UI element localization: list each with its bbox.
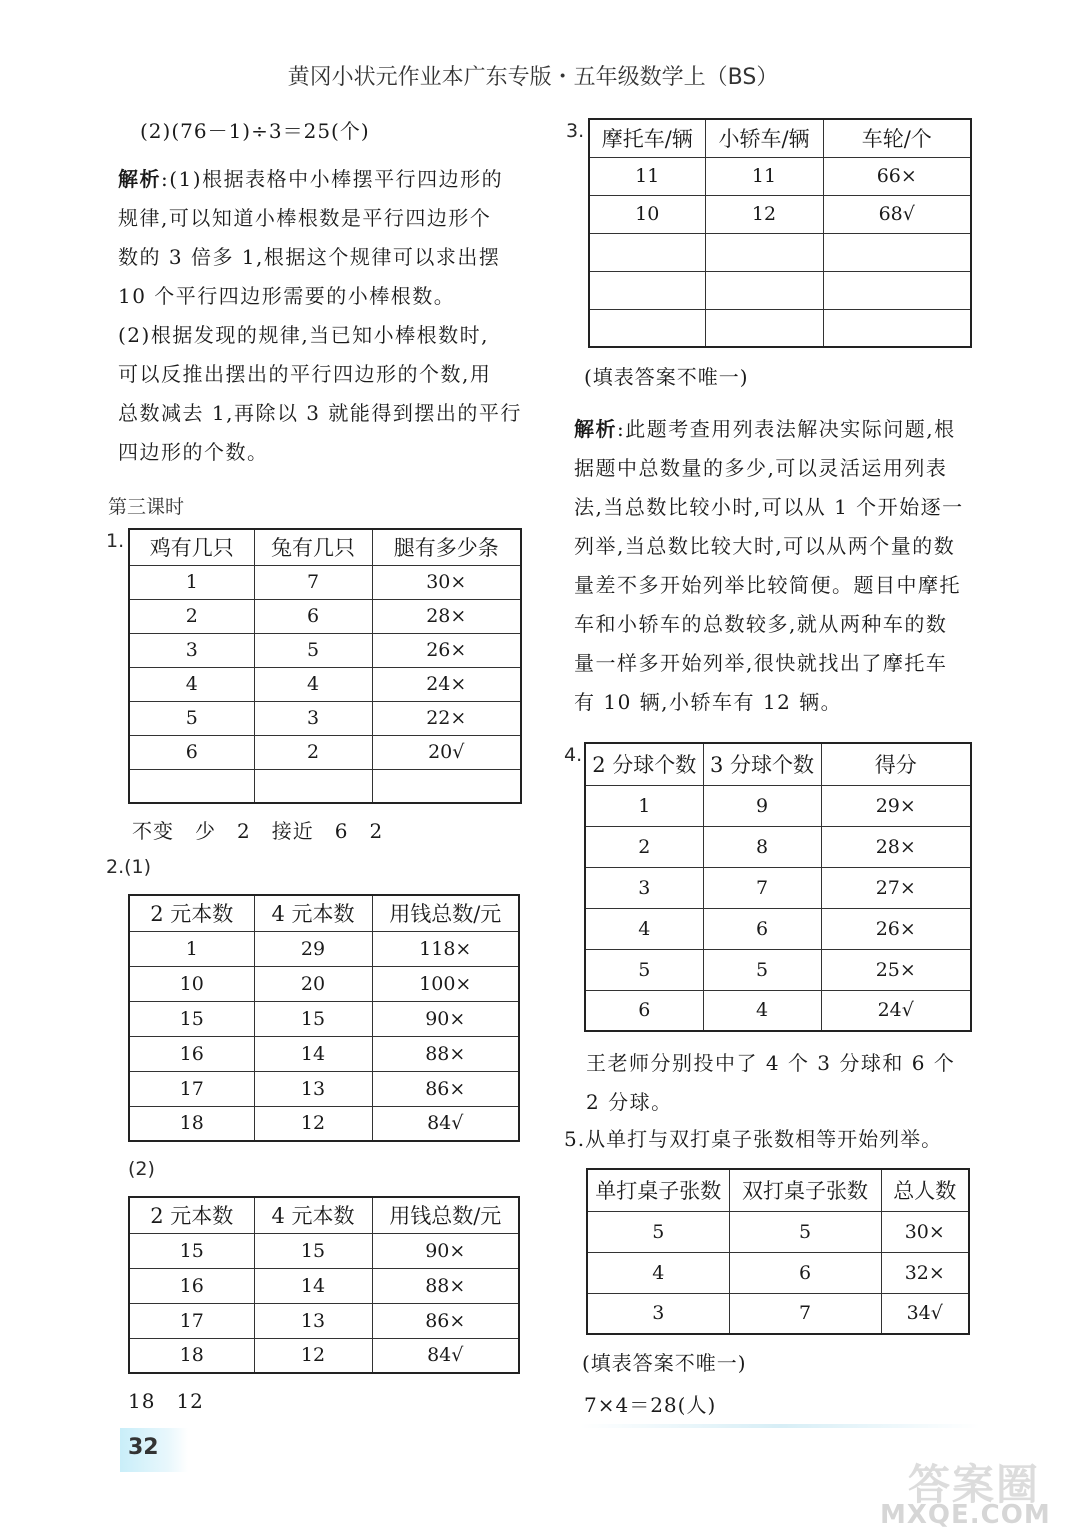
q1-number: 1. [106,530,125,552]
table-cell: 10 [589,195,705,233]
table-cell: 3 [585,867,703,908]
table-cell: 7 [729,1293,881,1334]
table-cell: 84√ [372,1338,519,1373]
header-cell: 腿有多少条 [372,529,521,565]
analysis-line: 10 个平行四边形需要的小棒根数。 [118,284,456,308]
q2-number: 2.(1) [106,856,152,878]
q4-answer-line: 2 分球。 [586,1090,673,1114]
table-cell: 30× [372,565,521,599]
table-cell: 30× [881,1211,969,1252]
right-analysis [574,410,984,722]
table-row [129,1106,519,1141]
section-title: 第三课时 [108,496,185,518]
table-cell: 2 [585,826,703,867]
table-cell: 6 [729,1252,881,1293]
table-cell: 20 [254,966,372,1001]
table-cell: 6 [703,908,821,949]
table-cell: 3 [254,701,372,735]
table-cell: 29 [254,931,372,966]
table-cell: 4 [585,908,703,949]
table-cell: 86× [372,1303,519,1338]
q5-intro: 5.从单打与双打桌子张数相等开始列举。 [564,1127,943,1151]
header-cell: 2 元本数 [129,895,254,931]
table-row [129,667,521,701]
table-cell: 34√ [881,1293,969,1334]
table-row [589,195,971,233]
table-row [585,908,971,949]
left-analysis [118,160,533,472]
table-cell: 18 [129,1106,254,1141]
header-cell: 2 分球个数 [585,743,703,785]
page-number: 32 [120,1428,188,1472]
header-cell: 兔有几只 [254,529,372,565]
table-cell: 5 [703,949,821,990]
table-cell: 6 [129,735,254,769]
header-cell: 4 元本数 [254,1197,372,1233]
table-row [589,271,971,309]
table-cell: 12 [705,195,823,233]
header-cell: 总人数 [881,1169,969,1211]
table-row [585,949,971,990]
table-row [129,1233,519,1268]
table-cell: 100× [372,966,519,1001]
table-cell: 26× [821,908,971,949]
table-row [129,565,521,599]
analysis-line: 量差不多开始列举比较简便。题目中摩托 [574,573,961,597]
table-row [129,633,521,667]
table-cell [129,769,254,803]
table-row [585,826,971,867]
header-cell: 摩托车/辆 [589,119,705,157]
table-cell: 3 [587,1293,729,1334]
table-cell: 13 [254,1303,372,1338]
table-cell: 88× [372,1036,519,1071]
analysis-line: 列举,当总数比较大时,可以从两个量的数 [574,534,956,558]
table-cell: 8 [703,826,821,867]
table-cell: 24× [372,667,521,701]
q4-answer [586,1044,986,1122]
table-row [587,1293,969,1334]
table-cell: 20√ [372,735,521,769]
page-header: 黄冈小状元作业本广东专版・五年级数学上（BS） [287,65,779,90]
table-cell [589,271,705,309]
table-cell: 6 [585,990,703,1031]
table-cell: 2 [129,599,254,633]
table-header-row [129,529,521,565]
table-cell: 11 [705,157,823,195]
analysis-line: 总数减去 1,再除以 3 就能得到摆出的平行 [118,401,522,425]
table-cell: 27× [821,867,971,908]
analysis-line: 有 10 辆,小轿车有 12 辆。 [574,690,843,714]
table-cell: 1 [129,931,254,966]
table-cell [254,769,372,803]
table-cell: 28× [372,599,521,633]
table-cell [372,769,521,803]
table-cell: 5 [729,1211,881,1252]
q1-table [128,528,522,804]
table-row [129,735,521,769]
analysis-label: 解析 [574,417,617,441]
q2-table-2 [128,1196,520,1374]
table-cell: 86× [372,1071,519,1106]
table-cell: 1 [129,565,254,599]
table-cell: 16 [129,1268,254,1303]
table-cell: 7 [703,867,821,908]
table-header-row [587,1169,969,1211]
table-cell: 66× [823,157,971,195]
analysis-line: 四边形的个数。 [118,440,269,464]
footer-rule [580,1424,980,1428]
q2-sub2-label: (2) [128,1158,155,1180]
header-cell: 小轿车/辆 [705,119,823,157]
analysis-line: 可以反推出摆出的平行四边形的个数,用 [118,362,492,386]
header-cell: 用钱总数/元 [372,895,519,931]
table-cell [705,233,823,271]
q5-table [586,1168,970,1335]
table-cell: 29× [821,785,971,826]
table-cell: 5 [129,701,254,735]
table-cell [823,233,971,271]
table-cell: 28× [821,826,971,867]
table-row [129,1268,519,1303]
table-cell: 11 [589,157,705,195]
table-cell: 6 [254,599,372,633]
header-cell: 单打桌子张数 [587,1169,729,1211]
table-cell: 15 [254,1001,372,1036]
header-cell: 用钱总数/元 [372,1197,519,1233]
table-cell [705,271,823,309]
table-row [129,769,521,803]
q3-note: (填表答案不唯一) [584,365,749,389]
analysis-line: 据题中总数量的多少,可以灵活运用列表 [574,456,948,480]
table-cell: 18 [129,1338,254,1373]
table-row [585,990,971,1031]
table-row [585,867,971,908]
table-cell: 12 [254,1106,372,1141]
analysis-label: 解析 [118,167,161,191]
table-row [129,701,521,735]
q4-answer-line: 王老师分别投中了 4 个 3 分球和 6 个 [586,1051,956,1075]
table-cell: 22× [372,701,521,735]
table-cell: 17 [129,1303,254,1338]
table-cell: 1 [585,785,703,826]
table-cell: 5 [254,633,372,667]
table-cell: 88× [372,1268,519,1303]
table-row [129,1001,519,1036]
q3-table [588,118,972,348]
q4-number: 4. [564,744,583,766]
q2-table-1 [128,894,520,1142]
table-row [589,157,971,195]
table-cell: 10 [129,966,254,1001]
table-cell: 13 [254,1071,372,1106]
table-cell [589,309,705,347]
table-row [587,1211,969,1252]
table-cell: 14 [254,1036,372,1071]
table-cell: 2 [254,735,372,769]
table-header-row [129,1197,519,1233]
table-header-row [589,119,971,157]
analysis-line: 量一样多开始列举,很快就找出了摩托车 [574,651,948,675]
table-cell: 15 [129,1233,254,1268]
table-cell: 4 [703,990,821,1031]
header-cell: 3 分球个数 [703,743,821,785]
watermark-logo: 答案圈 [908,1460,1041,1509]
analysis-line: :此题考查用列表法解决实际问题,根 [617,417,956,441]
table-cell: 26× [372,633,521,667]
table-cell: 12 [254,1338,372,1373]
table-cell [705,309,823,347]
header-cell: 车轮/个 [823,119,971,157]
table-cell: 4 [129,667,254,701]
table-cell: 84√ [372,1106,519,1141]
table-cell: 90× [372,1233,519,1268]
q4-table [584,742,972,1032]
q1-answer-line: 不变 少 2 接近 6 2 [132,819,384,843]
table-cell: 15 [129,1001,254,1036]
watermark-url: MXQE.COM [880,1500,1051,1530]
table-row [129,966,519,1001]
table-cell: 5 [587,1211,729,1252]
table-cell: 4 [254,667,372,701]
table-cell: 3 [129,633,254,667]
table-cell [589,233,705,271]
header-cell: 2 元本数 [129,1197,254,1233]
table-cell: 118× [372,931,519,966]
q5-note: (填表答案不唯一) [582,1351,747,1375]
table-cell: 16 [129,1036,254,1071]
table-cell: 7 [254,565,372,599]
table-cell: 14 [254,1268,372,1303]
header-cell: 双打桌子张数 [729,1169,881,1211]
analysis-line: 车和小轿车的总数较多,就从两种车的数 [574,612,948,636]
table-header-row [129,895,519,931]
table-row [129,1036,519,1071]
table-row [129,599,521,633]
q2-answer-line: 18 12 [128,1389,204,1413]
q2-answer-line: (2)(76－1)÷3＝25(个) [140,119,370,143]
table-cell: 4 [587,1252,729,1293]
table-row [587,1252,969,1293]
analysis-line: 法,当总数比较小时,可以从 1 个开始逐一 [574,495,964,519]
table-row [585,785,971,826]
table-row [129,1071,519,1106]
table-cell: 90× [372,1001,519,1036]
table-row [129,1338,519,1373]
header-cell: 4 元本数 [254,895,372,931]
analysis-line: 规律,可以知道小棒根数是平行四边形个 [118,206,492,230]
table-cell: 25× [821,949,971,990]
analysis-line: (2)根据发现的规律,当已知小棒根数时, [118,323,490,347]
table-cell: 15 [254,1233,372,1268]
table-cell: 9 [703,785,821,826]
table-row [129,1303,519,1338]
table-cell: 5 [585,949,703,990]
analysis-line: 数的 3 倍多 1,根据这个规律可以求出摆 [118,245,501,269]
table-cell: 24√ [821,990,971,1031]
table-row [589,309,971,347]
q3-number: 3. [566,120,585,142]
table-cell: 68√ [823,195,971,233]
table-header-row [585,743,971,785]
q5-calc: 7×4＝28(人) [584,1393,717,1417]
table-row [129,931,519,966]
header-cell: 得分 [821,743,971,785]
table-cell: 32× [881,1252,969,1293]
table-cell: 17 [129,1071,254,1106]
table-cell [823,271,971,309]
analysis-line: :(1)根据表格中小棒摆平行四边形的 [161,167,504,191]
table-row [589,233,971,271]
table-cell [823,309,971,347]
header-cell: 鸡有几只 [129,529,254,565]
